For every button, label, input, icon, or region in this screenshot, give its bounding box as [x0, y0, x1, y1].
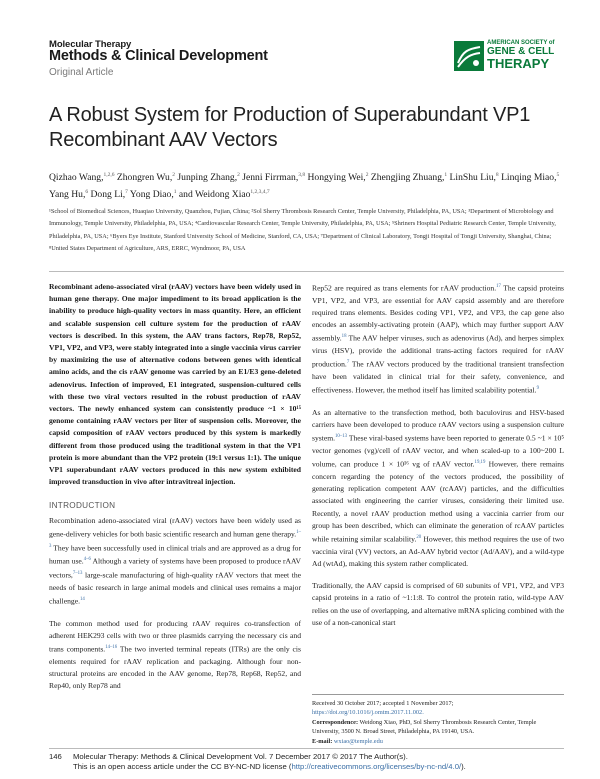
author-affiliation-marker: 2 — [237, 172, 240, 178]
section-heading-introduction: INTRODUCTION — [49, 501, 116, 511]
author-affiliation-marker: 6 — [85, 189, 89, 196]
author-list — [49, 168, 564, 202]
asgct-logo-icon — [454, 41, 484, 71]
author-name: Hongying Wei, — [305, 172, 366, 184]
abstract: Recombinant adeno-associated viral (rAAV) vectors have been widely used in human gene therapy. One major impediment to its broad application is the inability to produce high-quality vectors in mass quantity. Here, an efficient and scalable suspension cell culture system for the production of rAAV vectors is described. In this system, the AAV trans factors, Rep78, Rep52, VP1, VP2, and VP3, were stably integrated into a single vaccinia virus carrier by maximizing the use of alternative codons between genes with identical amino acids, and the cis rAAV genome was carried by an E1/E3 gene-deleted adenovirus. Infection of improved, E1 integrated, suspension-cultured cells with these two viral vectors resulted in the robust production of rAAV vectors. The newly enhanced system can consistently produce ~1 × 10¹⁵ genome containing rAAV vectors per liter of suspension cells. Moreover, the capsid composition of rAAV vectors produced by this system is markedly different from those produced using the traditional system in that the VP1 protein is more abundant than the VP2 protein (19:1 versus 1:1). The unique VP1 superabundant rAAV vectors produced in this new system exhibited improved transduction in vivo after intravitreal injection. — [49, 282, 301, 487]
article-type-label: Original Article — [49, 67, 114, 78]
article-title: A Robust System for Production of Superabundant VP1 Recombinant AAV Vectors — [49, 104, 531, 151]
right-paragraph-1: Rep52 are required as trans elements for rAAV production.$^{17}$ The capsid proteins VP1, VP2, and VP3, are essential for AAV capsid assembly and are therefore required trans elements. Besides coding VP1, VP2, and VP3, the cap gene also encodes an assembly-activating protein (AAP), which may further support AAV assembly.$^{18}$ The AAV helper viruses, such as adenovirus (Ad), and herpes simplex virus (HSV), provide the additional trans-acting factors required for rAAV production.$^7$ The rAAV vectors produced by the traditional transient transfection have been validated in clinical trial for their safety, convenience, and effectiveness. However, the method itself has limited scalability potential.$^9$ — [312, 283, 564, 395]
right-column — [312, 281, 564, 639]
left-column — [49, 281, 301, 702]
intro-paragraph-1: Recombination adeno-associated viral (rAAV) vectors have been widely used as gene-delivery vehicles for both basic scientific research and human gene therapy.$^{1-3}$ They have been successfully used in clinical trials and are approved as a drug for human use.$^{4-6}$ Although a variety of systems have been proposed to produce rAAV vectors,$^{7-13}$ large-scale manufacturing of high-quality rAAV vectors that meet the needs of basic research in large animal models and clinical uses remains a major challenge.$^{14}$ — [49, 515, 301, 606]
journal-title: Methods & Clinical Development — [49, 48, 268, 64]
author-name: Linqing Miao, — [498, 172, 557, 184]
author-affiliation-marker: 1 — [444, 172, 448, 178]
author-name: Zhongren Wu, — [114, 172, 173, 184]
logo-text-line1: AMERICAN SOCIETY of — [487, 40, 555, 46]
society-logo — [454, 38, 564, 74]
received-dates: Received 30 October 2017; accepted 1 November 2017; — [312, 700, 454, 707]
author-name: Junping Zhang, — [175, 172, 238, 184]
logo-text-line2: GENE & CELL — [487, 46, 555, 57]
intro-paragraph-2: The common method used for producing rAAV requires co-transfection of adherent HEK293 cells with two or three plasmids carrying the necessary cis and trans components.$^{14-16}$ The two inverted terminal repeats (ITRs) are the only cis elements required for rAAV replication and packaging. Although four non-structural proteins are encoded in the AAV genome, Rep78, Rep68, Rep52, and Rep40, only Rep78 and — [49, 618, 301, 691]
right-paragraph-2: As an alternative to the transfection method, both baculovirus and HSV-based carriers have been developed to produce rAAV vectors using a suspension culture system.$^{10-13}$ These viral-based systems have been reported to generate 0.5 ~1 × 10⁵ vector genomes (vg)/cell of rAAV vector, and when scaled-up to a 100~200 L volume, can produce 1 × 10¹⁶ vg of rAAV vector.$^{19,19}$ However, there remains concern regarding the potency of the vectors produced, the possibility of generating replication competent AAV (rcAAV) particles, and the difficulties associated with engineering the carrier viruses, considering their limited use. Recently, a novel rAAV production method using a vaccinia carrier from our group has been described, which can eliminate the generation of rcAAV particles while retaining similar scalability.$^{20}$ However, this method requires the use of two vaccinia viral (VV) vectors, an Ad-AAV hybrid vector (Ad/AAV), and a wild-type Ad (wtAd), making this system rather complicated. — [312, 407, 565, 568]
right-paragraph-3: Traditionally, the AAV capsid is comprised of 60 subunits of VP1, VP2, and VP3 capsid proteins in a ratio of ~1:1:8. To control the protein ratio, wild-type AAV relies on the use of overlapping, and alternative mRNA splicing combined with the use of a non-canonical start — [312, 581, 565, 627]
author-affiliation-marker: 1 — [173, 189, 177, 196]
author-name: Yong Diao, — [127, 189, 174, 201]
page-number: 146 — [49, 752, 62, 761]
footer-citation: Molecular Therapy: Methods & Clinical Development Vol. 7 December 2017 © 2017 The Author(s). — [73, 752, 408, 761]
email-info: E-mail: wxiao@temple.edu — [312, 737, 383, 745]
correspondence-info: Correspondence: Weidong Xiao, PhD, Sol Sherry Thrombosis Research Center, Temple University, 3500 N. Broad Street, Philadelphia, PA 19140, USA. — [312, 718, 537, 736]
divider — [49, 748, 564, 749]
author-affiliation-marker: 3,8 — [298, 172, 306, 178]
author-name: Zhengjing Zhuang, — [368, 172, 445, 184]
logo-text-line3: THERAPY — [487, 56, 550, 71]
divider — [49, 271, 564, 272]
author-affiliation-marker: 7 — [125, 189, 128, 196]
license-link[interactable]: http://creativecommons.org/licenses/by-nc-nd/4.0/ — [291, 762, 462, 771]
affiliations: ¹School of Biomedical Sciences, Huaqiao University, Quanzhou, Fujian, China; ²Sol Sherry Thrombosis Research Center, Temple University, Philadelphia, PA, USA; ³Department of Microbiology and Immunology, Temple University, Philadelphia, PA, USA; ⁴Cardiovascular Research Center, Temple University, Philadelphia, PA, USA; ⁵Shriners Hospital Pediatric Research Center, Temple University, Philadelphia, PA, USA; ⁶Byers Eye Institute, Stanford University School of Medicine, Stanford, CA, USA; ⁷Department of Clinical Laboratory, Tongji Hospital of Tongji University, Shanghai, China; ⁸United States Department of Agriculture, ARS, ERRC, Wyndmoor, PA, USA — [49, 208, 556, 252]
author-name: LinShu Liu, — [447, 172, 496, 184]
author-name: Qizhao Wang, — [49, 172, 104, 184]
author-affiliation-marker: 5 — [556, 172, 560, 178]
divider — [312, 694, 564, 695]
doi-link[interactable]: https://doi.org/10.1016/j.omtm.2017.11.002. — [312, 709, 424, 717]
author-affiliation-marker: 1,2,3,4,7 — [250, 189, 270, 196]
author-name: Jenni Firrman, — [239, 172, 299, 184]
author-affiliation-marker: 2 — [172, 172, 176, 178]
author-name: Dong Li, — [88, 189, 126, 201]
author-affiliation-marker: 2 — [365, 172, 369, 178]
author-affiliation-marker: 8 — [495, 172, 499, 178]
journal-series-name: Molecular Therapy — [49, 39, 132, 50]
correspondence-box — [312, 699, 564, 746]
author-name: Yang Hu, — [49, 189, 86, 201]
author-name: and Weidong Xiao — [176, 189, 251, 201]
author-affiliation-marker: 1,2,6 — [103, 172, 115, 178]
page-footer: 146 Molecular Therapy: Methods & Clinical Development Vol. 7 December 2017 © 2017 The Author(s). This is an open access article under the CC BY-NC-ND license (http://creativecommons.org/licenses/by-nc-nd/4.0/). — [49, 752, 466, 771]
email-link[interactable]: wxiao@temple.edu — [332, 737, 383, 745]
